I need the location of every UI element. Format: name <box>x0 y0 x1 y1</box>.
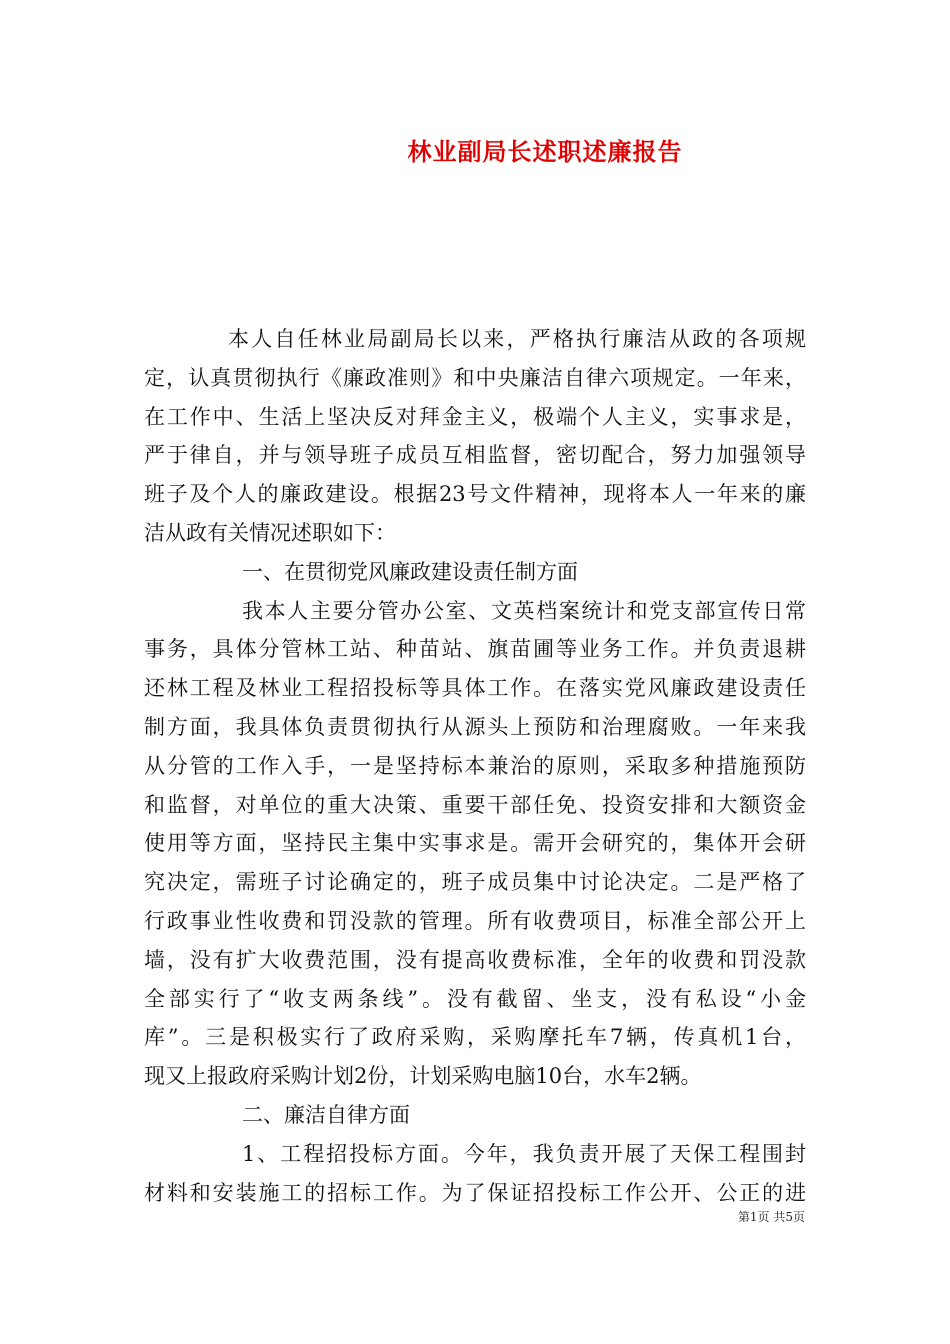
page-number: 第1页 共5页 <box>737 1210 805 1224</box>
paragraph-line: 洁从政有关情况述职如下： <box>144 520 396 545</box>
document-title: 林业副局长述职述廉报告 <box>407 137 683 166</box>
paragraph-line: 制方面，我具体负责贯彻执行从源头上预防和治理腐败。一年来我 <box>144 714 806 739</box>
section-heading: 一、在贯彻党风廉政建设责任制方面 <box>242 559 578 584</box>
paragraph-line: 班子及个人的廉政建设。根据23号文件精神，现将本人一年来的廉 <box>144 482 806 507</box>
paragraph-line: 在工作中、生活上坚决反对拜金主义，极端个人主义，实事求是， <box>144 404 806 429</box>
paragraph-line: 使用等方面，坚持民主集中实事求是。需开会研究的，集体开会研 <box>144 831 806 856</box>
document-body <box>144 320 806 1212</box>
paragraph-line: 行政事业性收费和罚没款的管理。所有收费项目，标准全部公开上 <box>144 908 806 933</box>
paragraph-line: 事务，具体分管林工站、种苗站、旗苗圃等业务工作。并负责退耕 <box>144 637 806 662</box>
paragraph-line: 材料和安装施工的招标工作。为了保证招投标工作公开、公正的进 <box>144 1180 806 1205</box>
paragraph-line: 从分管的工作入手，一是坚持标本兼治的原则，采取多种措施预防 <box>144 753 806 778</box>
section-heading: 二、廉洁自律方面 <box>242 1102 410 1127</box>
paragraph-line: 现又上报政府采购计划2份，计划采购电脑10台，水车2辆。 <box>144 1064 702 1089</box>
paragraph-line: 墙，没有扩大收费范围，没有提高收费标准，全年的收费和罚没款 <box>144 947 806 972</box>
paragraph-line: 库”。三是积极实行了政府采购，采购摩托车7辆，传真机1台， <box>144 1025 806 1050</box>
paragraph-line: 和监督，对单位的重大决策、重要干部任免、投资安排和大额资金 <box>144 792 806 817</box>
paragraph-line: 定，认真贯彻执行《廉政准则》和中央廉洁自律六项规定。一年来， <box>144 365 806 390</box>
paragraph-line: 还林工程及林业工程招投标等具体工作。在落实党风廉政建设责任 <box>144 676 806 701</box>
paragraph-line: 1、工程招投标方面。今年，我负责开展了天保工程围封 <box>242 1141 806 1166</box>
paragraph-line: 严于律自，并与领导班子成员互相监督，密切配合，努力加强领导 <box>144 443 806 468</box>
paragraph-line: 本人自任林业局副局长以来，严格执行廉洁从政的各项规 <box>228 327 806 351</box>
paragraph-line: 究决定，需班子讨论确定的，班子成员集中讨论决定。二是严格了 <box>144 870 806 895</box>
paragraph-line: 我本人主要分管办公室、文英档案统计和党支部宣传日常 <box>242 598 806 623</box>
paragraph-line: 全部实行了“收支两条线”。没有截留、坐支，没有私设“小金 <box>144 986 806 1011</box>
